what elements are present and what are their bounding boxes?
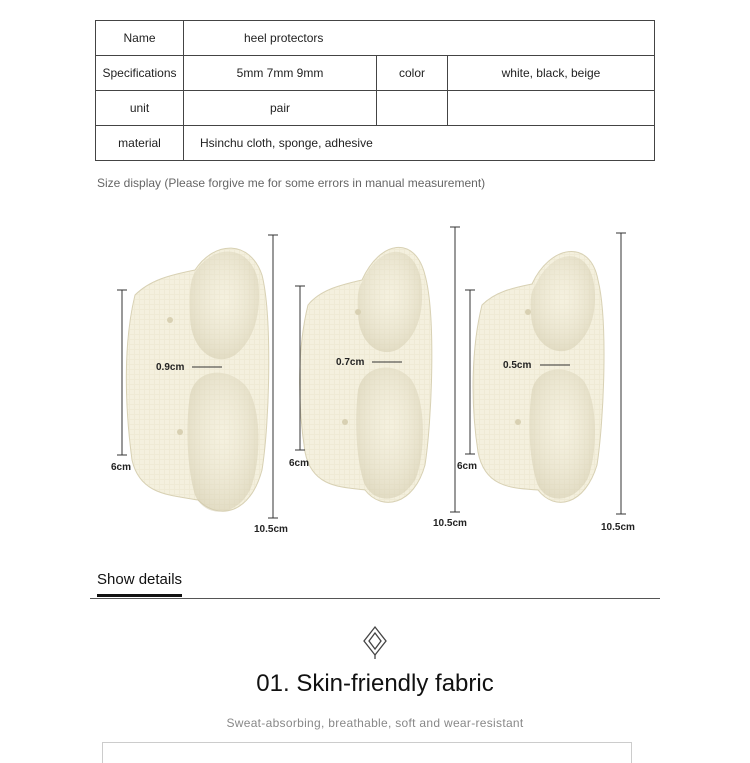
thickness-label-1: 0.9cm xyxy=(156,362,185,373)
unit-value: pair xyxy=(184,91,377,126)
spec-table xyxy=(95,20,655,161)
spec-row-unit xyxy=(96,91,655,126)
heel-pad-2 xyxy=(300,247,432,502)
color-label: color xyxy=(377,56,448,91)
spec-row-name xyxy=(96,21,655,56)
height-label-2: 10.5cm xyxy=(433,518,467,529)
name-value: heel protectors xyxy=(184,21,655,56)
section-title: 01. Skin-friendly fabric xyxy=(256,670,494,697)
spec-label: Specifications xyxy=(96,56,184,91)
show-details-heading: Show details xyxy=(97,571,183,588)
section-subtitle: Sweat-absorbing, breathable, soft and wear-resistant xyxy=(226,716,524,730)
spec-value: 5mm 7mm 9mm xyxy=(184,56,377,91)
height-label-3: 10.5cm xyxy=(601,522,635,533)
material-value: Hsinchu cloth, sponge, adhesive xyxy=(184,126,655,161)
heel-pad-3 xyxy=(473,251,604,502)
size-diagram xyxy=(0,200,750,560)
width-label-2: 6cm xyxy=(289,458,310,469)
image-frame-top xyxy=(102,742,632,763)
section-divider xyxy=(90,598,660,599)
unit-label: unit xyxy=(96,91,184,126)
unit-blank-cell-2 xyxy=(448,91,655,126)
spec-row-material xyxy=(96,126,655,161)
width-label-1: 6cm xyxy=(111,462,132,473)
thickness-label-3: 0.5cm xyxy=(503,360,532,371)
size-note: Size display (Please forgive me for some errors in manual measurement) xyxy=(97,176,486,190)
thickness-label-2: 0.7cm xyxy=(336,357,365,368)
width-label-3: 6cm xyxy=(457,461,478,472)
spec-row-specifications xyxy=(96,56,655,91)
name-label: Name xyxy=(96,21,184,56)
height-label-1: 10.5cm xyxy=(254,524,288,535)
unit-blank-cell xyxy=(377,91,448,126)
color-value: white, black, beige xyxy=(448,56,655,91)
material-label: material xyxy=(96,126,184,161)
heel-pad-1 xyxy=(126,248,268,512)
diamond-icon xyxy=(360,624,390,660)
show-details-underline xyxy=(97,594,182,597)
